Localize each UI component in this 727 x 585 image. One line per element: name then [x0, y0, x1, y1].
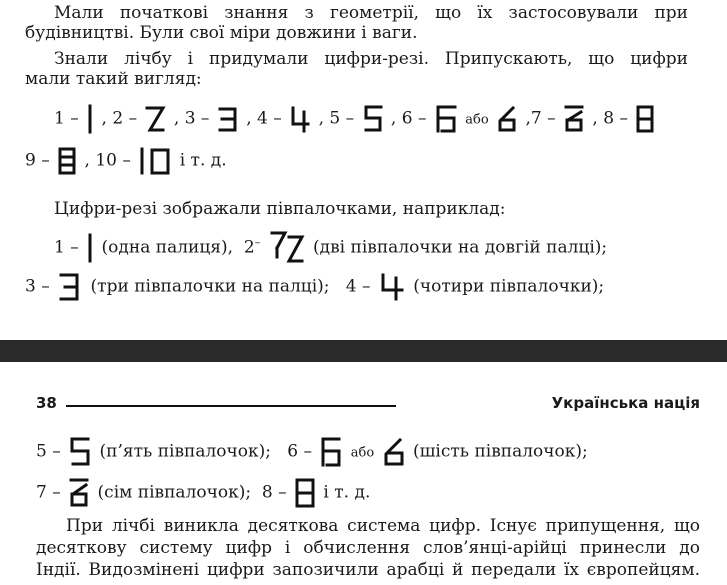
example-3-number: 3 – — [25, 276, 50, 297]
running-header — [36, 394, 700, 416]
example-3-text: (три півпалочки на палці); — [90, 276, 330, 297]
numeral-3-label: , 3 – — [173, 108, 210, 129]
example-4-text: (чотири півпалочки); — [413, 276, 605, 297]
rezi-1-icon — [86, 233, 94, 263]
or-label-2: або — [350, 445, 375, 461]
example-7-number: 7 – — [36, 482, 61, 503]
running-title: Українська нація — [551, 394, 700, 412]
numerals-row-1 — [54, 104, 657, 134]
numerals-row-2 — [25, 146, 227, 176]
numeral-1-label: 1 – — [54, 108, 79, 129]
final-paragraph-line-3: Індії. Видозмінені цифри запозичили арабці й передали їх європейцям. — [36, 560, 700, 580]
numeral-9-label: 9 – — [25, 150, 50, 171]
bottom-page — [0, 362, 727, 585]
etc-label-1: і т. д. — [179, 150, 227, 171]
paragraph-2-line-1: Знали лічбу і придумали цифри-резі. Припускають, що цифри — [54, 49, 688, 69]
examples-line-1: 1 – (одна палиця), 2– (дві півпалочки на довгій палці); — [54, 230, 688, 266]
numeral-5-label: , 5 – — [318, 108, 355, 129]
rezi-8-icon — [294, 477, 316, 509]
numeral-4-label: , 4 – — [246, 108, 282, 129]
numeral-10-label: , 10 – — [84, 150, 131, 171]
numeral-2-label: , 2 – — [101, 108, 138, 129]
or-label-1: або — [465, 112, 489, 128]
example-2-text: (дві півпалочки на довгій палці); — [313, 237, 608, 258]
rezi-9-icon — [57, 146, 77, 176]
rezi-6-alt-icon — [382, 437, 406, 467]
examples-line-2 — [25, 272, 604, 302]
paragraph-2-line-2: мали такий вигляд: — [25, 69, 202, 89]
rezi-8-icon — [635, 104, 655, 134]
paragraph-3: Цифри-резі зображали півпалочками, наприклад: — [54, 199, 506, 219]
rezi-3-icon — [57, 272, 83, 302]
example-6-number: 6 – — [287, 441, 312, 462]
rezi-4-icon — [378, 272, 406, 302]
rezi-1-icon — [86, 104, 94, 134]
example-7-text: (сім півпалочок); — [97, 482, 252, 503]
paragraph-1-line-2: будівництві. Були свої міри довжини і ваги. — [25, 23, 418, 43]
rezi-6-alt-icon — [496, 105, 518, 133]
example-5-number: 5 – — [36, 441, 61, 462]
rezi-2-icon — [268, 230, 306, 266]
rezi-3-icon — [217, 105, 239, 133]
rezi-6-icon — [434, 104, 458, 134]
page-break-divider — [0, 340, 727, 362]
rezi-10-icon — [138, 146, 172, 176]
example-2-number: 2 — [243, 237, 255, 258]
rezi-4-icon — [289, 105, 311, 133]
etc-label-2: і т. д. — [323, 482, 371, 503]
numeral-6-label: , 6 – — [390, 108, 427, 129]
rezi-6-icon — [319, 436, 343, 468]
header-rule — [66, 405, 396, 407]
rezi-7-icon — [563, 104, 585, 134]
paragraph-1-line-1: Мали початкові знання з геометрії, що їх застосовували при — [54, 3, 688, 23]
example-6-text: (шість півпалочок); — [412, 441, 588, 462]
final-paragraph-line-2: десяткову систему цифр і обчислення слов’янці-арійці принесли до — [36, 538, 700, 558]
numeral-7-label: ,7 – — [525, 108, 556, 129]
example-4-number: 4 – — [345, 276, 371, 297]
example-1-text: (одна палиця), — [101, 237, 234, 258]
numeral-8-label: , 8 – — [592, 108, 628, 129]
example-8-number: 8 – — [261, 482, 287, 503]
rezi-5-icon — [68, 436, 92, 468]
example-1-number: 1 – — [54, 237, 79, 258]
examples-line-3 — [36, 436, 700, 468]
final-paragraph-line-1: При лічбі виникла десяткова система цифр. Існує припущення, що — [66, 516, 700, 536]
rezi-5-icon — [362, 104, 384, 134]
page-number: 38 — [36, 394, 57, 412]
rezi-2-icon — [144, 105, 166, 133]
examples-line-4 — [36, 477, 370, 509]
example-5-text: (п’ять півпалочок); — [99, 441, 271, 462]
rezi-7-icon — [68, 477, 90, 509]
